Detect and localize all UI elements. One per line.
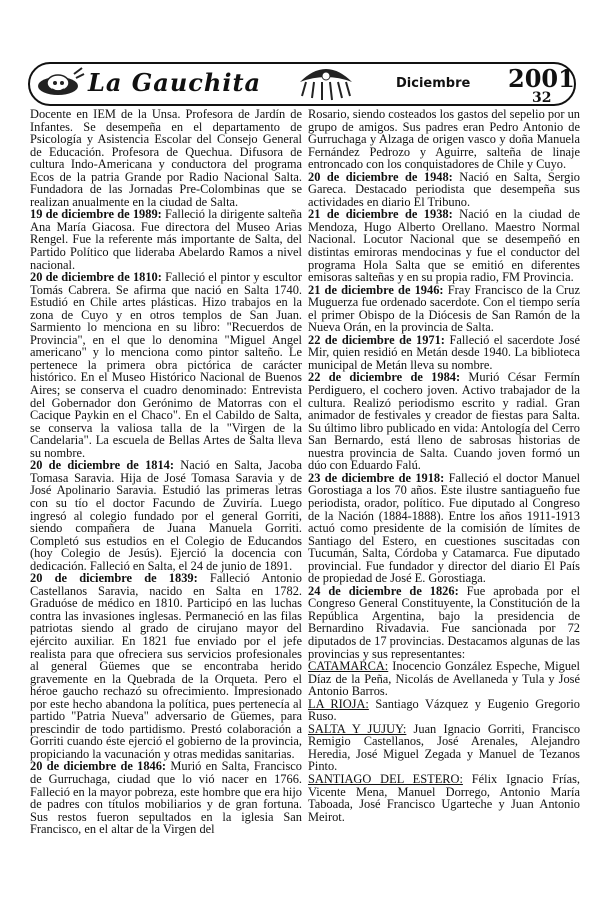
- issue-month: Diciembre: [396, 76, 471, 91]
- entry-date: 20 de diciembre de 1846:: [30, 759, 167, 774]
- entry-text: Murió César Fermín Perdiguero, el cochero joven. Activo trabajador de la cultura. Realizó periodismo escrito y radial. Gran animador de festivales y creador de fiestas para Salta. Su último libro publicado en vida: Antología del Cerro San Bernardo, está lleno de sabrosas historias de nuestra provincia de Salta. Cuando joven formó un dúo con Eduardo Falú.: [308, 370, 580, 473]
- province-label: CATAMARCA:: [308, 659, 389, 674]
- entry-text: Fue aprobada por el Congreso General Constituyente, la Constitución de la República Argentina, bajo la presidencia de Bernardino Rivadavia. Fue sancionada por 72 diputados de 17 provincias. Destacamos algunas de las provincias y sus representantes:: [308, 583, 580, 661]
- entry-date: 20 de diciembre de 1948:: [308, 169, 453, 184]
- entry-date: 21 de diciembre de 1946:: [308, 282, 444, 297]
- column-entry: [308, 773, 580, 823]
- entry-date: 24 de diciembre de 1826:: [308, 583, 459, 598]
- column-entry: [308, 208, 580, 283]
- entry-date: 19 de diciembre de 1989:: [30, 207, 162, 222]
- column-entry: [308, 371, 580, 471]
- province-label: LA RIOJA:: [308, 696, 369, 711]
- entry-text: Falleció el pintor y escultor Tomás Cabrera. Se afirma que nació en Salta 1740. Estudió en Chile artes plásticas. Hizo trabajos en la zona de Cuyo y en otros templos de San Juan. Sarmiento lo menciona en su libro: "Recuerdos de Provincia", en el que lo denomina "Miguel Angel americano" y lo menciona como pintor salteño. Le pertenece la primera obra pictórica de carácter histórico. En el Museo Histórico Nacional de Buenos Aires; se conserva el cuadro denominado: Entrevista del Gobernador don Gerónimo de Matorras con el Cacique Paykin en el Chaco". En el Cabildo de Salta, se conserva la valiosa talla de la "Virgen de la Candelaria". La escuela de Bellas Artes de Salta lleva su nombre.: [30, 270, 302, 460]
- entry-text: Falleció el sacerdote José Mir, quien residió en Metán desde 1940. La biblioteca municipal de Metán lleva su nombre.: [308, 332, 580, 372]
- entry-text: Nació en Salta, Jacoba Tomasa Saravia. Hija de José Tomasa Saravia y de José Apolinario Saravia. Estudió las primeras letras con su tío el doctor Facundo de Zuviría. Luego ingresó al colegio fundado por el general Gorriti, siendo compañera de Juana Manuela Gorriti. Completó sus estudios en el Colegio de Educandos (hoy Colegio de Jesús). Ejerció la docencia con dedicación. Falleció en Salta, el 24 de junio de 1891.: [30, 458, 302, 573]
- column-entry: [308, 585, 580, 660]
- entry-text: Falleció el doctor Manuel Gorostiaga a los 70 años. Este ilustre santiagueño fue periodista, orador, político. Fue diputado al Congreso de la Nación (1884-1888). Entre los años 1911-1913 actuó como presidente de la comisión de límites de Santiago del Estero, en cuestiones suscitadas con Tucumán, Salta, Córdoba y Catamarca. Fue diputado provincial. Fue fundador y director del diario El País de propiedad de José E. Gorostiaga.: [308, 470, 580, 586]
- column-entry: [30, 760, 302, 835]
- entry-text: Docente en IEM de la Unsa. Profesora de Jardín de Infantes. Se desempeña en el departamento de Psicología y Asistencia Escolar del Consejo General de Educación. Profesora de Quechua. Difusora de cultura Indo-Americana y conductora del programa Ecos de la patria Grande por Radio Nacional Salta. Fundadora de las Jornadas Pre-Colombinas que se realizan anualmente en la ciudad de Salta.: [30, 108, 302, 209]
- column-entry: [308, 171, 580, 209]
- column-entry: [308, 284, 580, 334]
- entry-text: Santiago Vázquez y Eugenio Gregorio Ruso.: [308, 696, 580, 724]
- entry-text: Falleció Antonio Castellanos Saravia, nacido en Salta en 1782. Graduóse de médico en 1810. Participó en las luchas contra las invasiones inglesas. Permaneció en las filas patriotas siendo al grado de cirujano mayor del ejército auxiliar. En 1821 fue enviado por el jefe realista para que ofreciera sus servicios profesionales al general Güemes que se encontraba herido gravemente en la Quebrada de la Orqueta. Pero el héroe gaucho rechazó su ofrecimiento. Impresionado por este hecho abandona la política, pues pertenecía al partido "Patria Nueva" adversario de Güemes, para prescindir de todo partidismo. Prestó colaboración a Gorriti cuando éste ejerció el gobierno de la provincia, propiciando la vacunación y otras medidas sanitarias.: [30, 571, 302, 761]
- column-entry: [308, 108, 580, 171]
- entry-date: 20 de diciembre de 1839:: [30, 571, 198, 586]
- masthead: [28, 62, 576, 106]
- column-entry: [30, 208, 302, 271]
- publication-title: La Gauchita: [88, 68, 262, 97]
- entry-text: Juan Ignacio Gorriti, Francisco Remigio Castellanos, José Arenales, Alejandro Heredia, José Miguel Zegada y Manuel de Tezanos Pinto.: [308, 721, 580, 774]
- gaucho-logo-icon: [34, 66, 86, 102]
- page-number: 32: [532, 90, 552, 106]
- column-entry: [308, 660, 580, 698]
- entry-date: 22 de diciembre de 1971:: [308, 332, 445, 347]
- entry-text: Inocencio González Espeche, Miguel Díaz de la Peña, Nicolás de Avellaneda y Tula y José Antonio Barros.: [308, 659, 580, 699]
- entry-date: 22 de diciembre de 1984:: [308, 370, 461, 385]
- entry-date: 21 de diciembre de 1938:: [308, 207, 453, 222]
- entry-text: Falleció la dirigente salteña Ana María Giacosa. Fue directora del Museo Arias Rengel. Fue la referente más importante de Salta, del Partido Político que lideraba Abelardo Ramos a nivel nacional.: [30, 207, 302, 272]
- issue-year: 2001: [508, 64, 575, 93]
- right-column: [308, 108, 580, 888]
- column-entry: [308, 723, 580, 773]
- entry-text: Fray Francisco de la Cruz Muguerza fue ordenado sacerdote. Con el tiempo sería el primer Obispo de la Diócesis de San Ramón de la Nueva Orán, en la provincia de Salta.: [308, 282, 580, 335]
- column-entry: [30, 271, 302, 459]
- column-entry: [30, 108, 302, 208]
- entry-date: 23 de diciembre de 1918:: [308, 470, 445, 485]
- entry-date: 20 de diciembre de 1810:: [30, 270, 162, 285]
- entry-text: Rosario, siendo costeados los gastos del sepelio por un grupo de amigos. Sus padres eran Pedro Antonio de Gurruchaga y Alzaga de origen vasco y doña Manuela Fernández Pedrozo y Aguirre, salteña de linaje entroncado con los conquistadores de Chile y Cuyo.: [308, 108, 580, 172]
- column-entry: [308, 334, 580, 372]
- column-entry: [30, 572, 302, 760]
- entry-date: 20 de diciembre de 1814:: [30, 458, 174, 473]
- emblem-icon: [296, 62, 356, 102]
- entry-text: Félix Ignacio Frías, Vicente Mena, Manuel Dorrego, Antonio María Taboada, José Francisco Ugarteche y Juan Antonio Meirot.: [308, 771, 580, 824]
- column-entry: [308, 698, 580, 723]
- entry-text: Nació en la ciudad de Mendoza, Hugo Alberto Orellano. Maestro Normal Nacional. Locutor Nacional que se desempeñó en distintas emiroras mendocinas y fue el conductor del programa Hola Salta que se emitió en diferentes emisoras salteñas y en su propia radio, FM Provincia.: [308, 207, 580, 285]
- left-column: [30, 108, 302, 888]
- entry-text: Nació en Salta, Sergio Gareca. Destacado periodista que desempeña sus actividades en diario El Tribuno.: [308, 169, 580, 209]
- entry-text: Murió en Salta, Francisco de Gurruchaga, ciudad que lo vió nacer en 1766. Falleció en la mayor pobreza, este hombre que era hijo de padres con títulos mobiliarios y de gran fortuna. Sus restos fueron sepultados en la iglesia San Francisco, en el altar de la Virgen del: [30, 759, 302, 837]
- article-body: [30, 108, 580, 888]
- column-entry: [308, 472, 580, 585]
- province-label: SANTIAGO DEL ESTERO:: [308, 771, 463, 786]
- province-label: SALTA Y JUJUY:: [308, 721, 407, 736]
- column-entry: [30, 459, 302, 572]
